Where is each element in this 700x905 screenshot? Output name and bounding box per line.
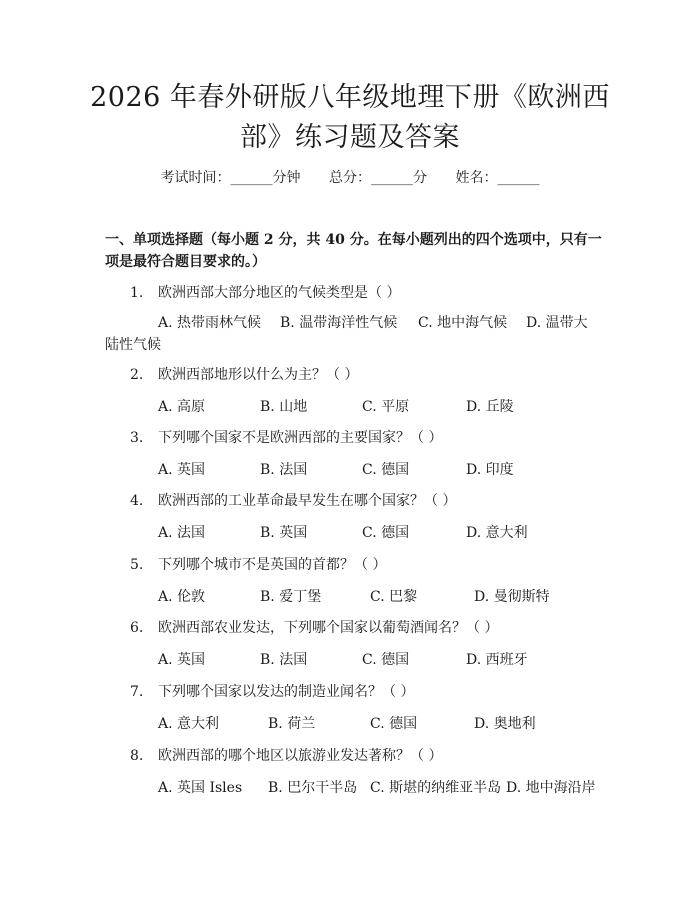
question-options [105, 586, 600, 608]
question-options [105, 396, 600, 418]
option-d: D. 印度 [466, 462, 514, 478]
option-d: D. 地中海沿岸 [506, 780, 596, 796]
question-options [105, 312, 600, 356]
question-options [105, 459, 600, 481]
option-a: A. 意大利 [158, 716, 220, 732]
option-d: D. 西班牙 [466, 652, 528, 668]
option-d: D. 曼彻斯特 [474, 589, 550, 605]
option-c: C. 德国 [362, 462, 410, 478]
exam-info [0, 168, 700, 188]
option-b: B. 法国 [260, 462, 308, 478]
title-line-1: 2026 年春外研版八年级地理下册《欧洲西 [90, 82, 610, 113]
option-a: A. 伦敦 [158, 589, 206, 605]
question-number: 8. [130, 748, 144, 764]
question [130, 618, 600, 638]
question-number: 2. [130, 367, 144, 383]
option-c: C. 平原 [362, 399, 410, 415]
option-b: B. 爱丁堡 [260, 589, 322, 605]
exam-score: 总分：______分 [329, 170, 427, 186]
question [130, 283, 600, 303]
question-options [105, 713, 600, 735]
document-title [90, 78, 610, 158]
question [130, 491, 600, 511]
exam-time: 考试时间：______分钟 [160, 170, 301, 186]
question-text: 下列哪个国家不是欧洲西部的主要国家？（ ） [158, 430, 443, 446]
question-number: 1. [130, 285, 144, 301]
question-number: 5. [130, 557, 144, 573]
option-a: A. 英国 Isles [158, 780, 243, 796]
question-text: 下列哪个城市不是英国的首都？（ ） [158, 557, 387, 573]
question [130, 428, 600, 448]
question-text: 欧洲西部地形以什么为主？（ ） [158, 367, 359, 383]
option-d: D. 奥地利 [474, 716, 536, 732]
option-d-wrap: 陆性气候 [105, 337, 161, 353]
option-a: A. 英国 [158, 652, 206, 668]
question-text: 欧洲西部的哪个地区以旅游业发达著称？（ ） [158, 748, 443, 764]
option-c: C. 地中海气候 [418, 315, 508, 331]
question-number: 7. [130, 684, 144, 700]
option-a: A. 英国 [158, 462, 206, 478]
option-d: D. 温带大 [526, 315, 588, 331]
question-options [105, 522, 600, 544]
option-b: B. 荷兰 [268, 716, 316, 732]
option-d: D. 丘陵 [466, 399, 514, 415]
section-heading: 一、单项选择题（每小题 2 分，共 40 分。在每小题列出的四个选项中，只有一项是最符合题目要求的。） [105, 232, 602, 270]
option-b: B. 山地 [260, 399, 308, 415]
question-options [105, 649, 600, 671]
title-line-2: 部》练习题及答案 [240, 122, 460, 153]
option-b: B. 英国 [260, 525, 308, 541]
option-a: A. 热带雨林气候 [158, 315, 262, 331]
question-text: 欧洲西部大部分地区的气候类型是（ ） [158, 285, 401, 301]
question-text: 欧洲西部的工业革命最早发生在哪个国家？（ ） [158, 493, 457, 509]
option-c: C. 德国 [370, 716, 418, 732]
question [130, 555, 600, 575]
question-number: 4. [130, 493, 144, 509]
question-options [105, 777, 600, 799]
option-c: C. 巴黎 [370, 589, 418, 605]
option-b: B. 法国 [260, 652, 308, 668]
option-d: D. 意大利 [466, 525, 528, 541]
option-c: C. 德国 [362, 652, 410, 668]
option-a: A. 高原 [158, 399, 206, 415]
question-number: 3. [130, 430, 144, 446]
question-text: 下列哪个国家以发达的制造业闻名？（ ） [158, 684, 415, 700]
option-b: B. 温带海洋性气候 [280, 315, 398, 331]
question-number: 6. [130, 620, 144, 636]
question-text: 欧洲西部农业发达，下列哪个国家以葡萄酒闻名？（ ） [158, 620, 499, 636]
option-a: A. 法国 [158, 525, 206, 541]
question [130, 682, 600, 702]
option-b: B. 巴尔干半岛 [268, 780, 358, 796]
question [130, 365, 600, 385]
option-c: C. 德国 [362, 525, 410, 541]
student-name: 姓名：______ [455, 170, 540, 186]
question [130, 746, 600, 766]
option-c: C. 斯堪的纳维亚半岛 [370, 780, 502, 796]
